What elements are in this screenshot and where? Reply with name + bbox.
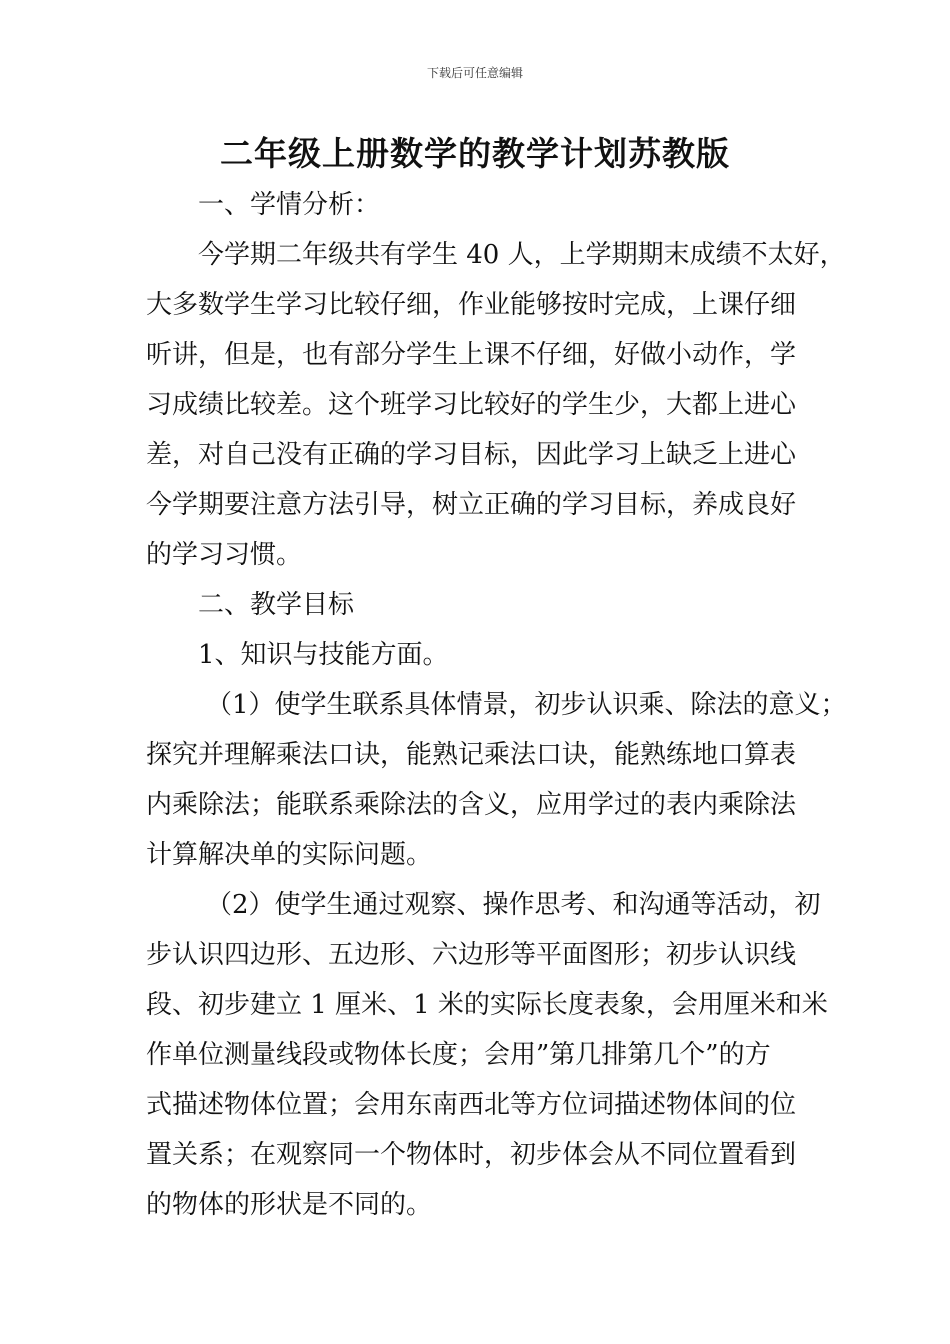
paragraph-line: 习成绩比较差。这个班学习比较好的学生少，大都上进心 <box>146 390 797 420</box>
document-body <box>146 180 847 1230</box>
paragraph-line: 段、初步建立 1 厘米、1 米的实际长度表象，会用厘米和米 <box>146 990 828 1020</box>
paragraph-line: 式描述物体位置；会用东南西北等方位词描述物体间的位 <box>146 1090 797 1120</box>
paragraph-line: 的学习习惯。 <box>146 540 303 570</box>
paragraph-line: 步认识四边形、五边形、六边形等平面图形；初步认识线 <box>146 940 797 970</box>
paragraph-line: 大多数学生学习比较仔细，作业能够按时完成，上课仔细 <box>146 290 797 320</box>
paragraph-line: （2）使学生通过观察、操作思考、和沟通等活动，初 <box>206 890 821 920</box>
paragraph-line: 探究并理解乘法口诀，能熟记乘法口诀，能熟练地口算表 <box>146 740 797 770</box>
paragraph-line: 置关系；在观察同一个物体时，初步体会从不同位置看到 <box>146 1140 797 1170</box>
header-note: 下载后可任意编辑 <box>426 66 523 80</box>
paragraph-line: 内乘除法；能联系乘除法的含义，应用学过的表内乘除法 <box>146 790 797 820</box>
paragraph-line: 听讲，但是，也有部分学生上课不仔细，好做小动作，学 <box>146 340 797 370</box>
paragraph-line: 计算解决单的实际问题。 <box>146 840 433 870</box>
paragraph-line: 作单位测量线段或物体长度；会用”第几排第几个”的方 <box>146 1040 771 1070</box>
paragraph-line: 今学期要注意方法引导，树立正确的学习目标，养成良好 <box>146 490 797 520</box>
paragraph-line: 差，对自己没有正确的学习目标，因此学习上缺乏上进心 <box>146 440 797 470</box>
subsection-heading: 1、知识与技能方面。 <box>198 640 449 670</box>
document-title: 二年级上册数学的教学计划苏教版 <box>220 134 730 173</box>
paragraph-line: 今学期二年级共有学生 40 人，上学期期末成绩不太好， <box>198 240 846 270</box>
paragraph-line: （1）使学生联系具体情景，初步认识乘、除法的意义； <box>206 690 847 720</box>
paragraph-line: 的物体的形状是不同的。 <box>146 1190 433 1220</box>
section-heading-goals: 二、教学目标 <box>198 590 355 620</box>
section-heading-analysis: 一、学情分析： <box>198 190 381 220</box>
